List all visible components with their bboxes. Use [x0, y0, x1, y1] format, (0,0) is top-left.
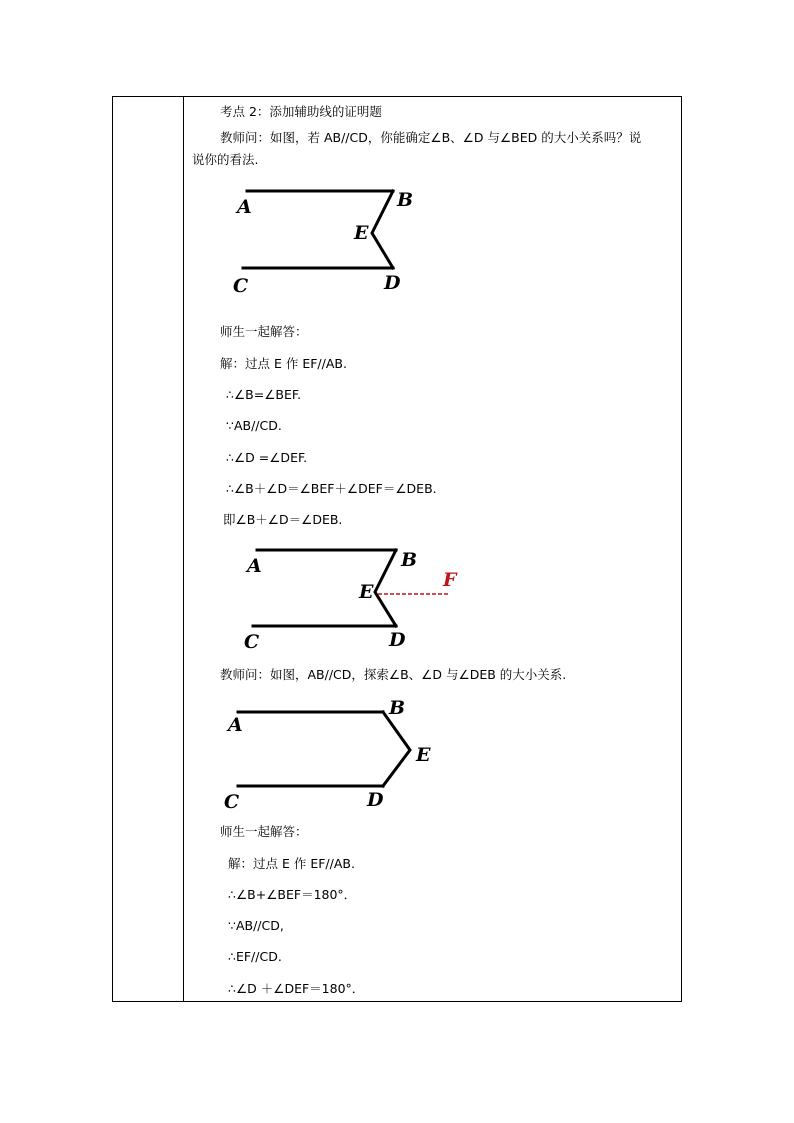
label-e: E: [359, 581, 374, 603]
label-a: A: [247, 555, 262, 577]
question1-line2: 说你的看法.: [192, 152, 259, 167]
label-d: D: [367, 789, 384, 811]
answer2-step: 解：过点 E 作 EF//AB.: [228, 856, 355, 871]
label-d: D: [389, 629, 406, 651]
answer1-step: ∴∠B＋∠D＝∠BEF＋∠DEF＝∠DEB.: [226, 481, 437, 496]
segment-bed: [383, 712, 410, 786]
label-a: A: [237, 196, 252, 218]
answer1-step: ∴∠B=∠BEF.: [226, 387, 302, 402]
label-e: E: [416, 744, 431, 766]
label-b: B: [397, 189, 414, 211]
label-b: B: [401, 549, 418, 571]
answer2-step: ∴∠D ＋∠DEF＝180°．: [228, 981, 365, 996]
label-c: C: [224, 791, 240, 813]
label-e: E: [354, 222, 369, 244]
answer1-intro: 师生一起解答：: [220, 324, 308, 339]
label-c: C: [244, 631, 260, 653]
section-title: 考点 2：添加辅助线的证明题: [220, 104, 382, 119]
answer2-step: ∴EF//CD.: [228, 949, 282, 964]
answer1-step: 即∠B＋∠D＝∠DEB.: [223, 512, 343, 527]
label-f: F: [443, 569, 457, 591]
answer2-step: ∵AB//CD,: [228, 918, 284, 933]
label-d: D: [384, 272, 401, 294]
answer2-intro: 师生一起解答：: [220, 824, 308, 839]
label-a: A: [228, 714, 243, 736]
label-c: C: [233, 275, 249, 297]
label-b: B: [389, 697, 406, 719]
answer2-step: ∴∠B+∠BEF＝180°．: [228, 887, 357, 902]
question2: 教师问：如图，AB//CD，探索∠B、∠D 与∠DEB 的大小关系.: [220, 667, 567, 682]
question1-line1: 教师问：如图，若 AB//CD，你能确定∠B、∠D 与∠BED 的大小关系吗？说: [220, 130, 642, 145]
answer1-step: ∴∠D =∠DEF.: [226, 450, 308, 465]
answer1-step: ∵AB//CD.: [226, 418, 282, 433]
answer1-step: 解：过点 E 作 EF//AB.: [220, 356, 347, 371]
